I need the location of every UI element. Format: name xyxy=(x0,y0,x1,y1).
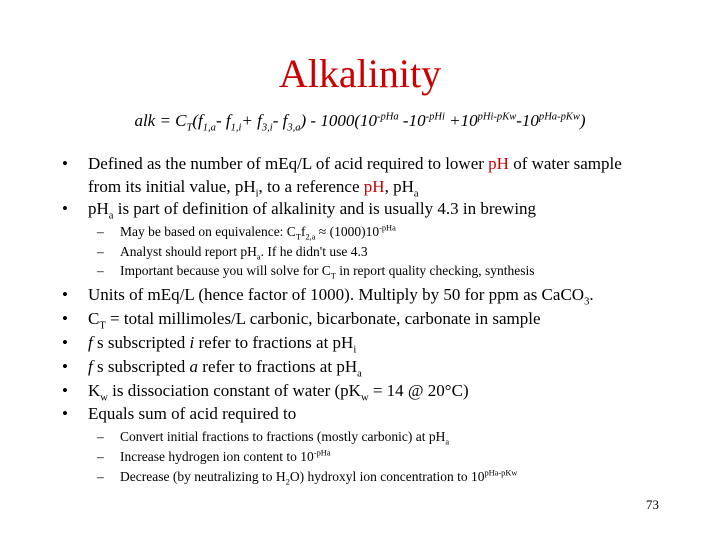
bullet-item xyxy=(62,152,662,198)
formula-part: alk = C xyxy=(134,111,187,130)
bullet-item xyxy=(62,197,662,220)
bullet-icon: • xyxy=(62,199,68,218)
slide-title: Alkalinity xyxy=(278,51,442,96)
formula-sub: T xyxy=(186,122,193,134)
sub-bullet-item xyxy=(97,447,697,466)
formula-sup: -pHa xyxy=(377,111,399,123)
bullet-text: f s subscripted i refer to fractions at $pH_i$ xyxy=(88,333,357,356)
sub-bullet-item xyxy=(97,467,697,486)
bullet-text: f s subscripted a refer to fractions at $pH_a$ xyxy=(88,357,362,380)
formula-part: ) xyxy=(579,111,586,130)
formula-sub: 3,a xyxy=(287,122,301,134)
bullet-item xyxy=(62,331,662,354)
bullet-icon: • xyxy=(62,404,68,423)
formula-sub: 1,a xyxy=(202,122,216,134)
sub-bullet-item xyxy=(97,242,697,261)
bullet-item xyxy=(62,402,662,425)
sub-bullet-item xyxy=(97,427,697,446)
bullet-icon: • xyxy=(62,381,68,400)
sub-bullet-text: Increase hydrogen ion content to $10^{-pHa}$ xyxy=(120,448,331,464)
bullet-item xyxy=(62,355,662,378)
sub-bullet-text: May be based on equivalence: $C_Tf_{2,a} \approx (1000)10^{-pHa}$ xyxy=(120,223,396,242)
page-number: 73 xyxy=(646,497,659,512)
formula-part: + f xyxy=(241,111,262,130)
bullet-icon: • xyxy=(62,309,68,328)
alkalinity-formula xyxy=(0,110,720,132)
dash-icon: – xyxy=(97,429,104,444)
formula-part: -10 xyxy=(398,111,426,130)
sub-bullet-text: Analyst should report $pH_a$. If he didn't use 4.3 xyxy=(120,244,368,262)
dash-icon: – xyxy=(97,244,104,259)
bullet-text: $pH_a$ is part of definition of alkalinity and is usually 4.3 in brewing xyxy=(88,199,537,222)
dash-icon: – xyxy=(97,469,104,484)
formula-sub: 3,i xyxy=(261,122,273,134)
dash-icon: – xyxy=(97,449,104,464)
bullet-item xyxy=(62,379,662,402)
bullet-icon: • xyxy=(62,333,68,352)
dash-icon: – xyxy=(97,224,104,239)
dash-icon: – xyxy=(97,263,104,278)
bullet-text: Units of mEq/L (hence factor of 1000). Multiply by 50 for ppm as CaCO$_3$. xyxy=(88,285,594,308)
formula-sup: -pHi xyxy=(425,111,445,123)
formula-sub: 1,i xyxy=(230,122,242,134)
bullet-text: Equals sum of acid required to xyxy=(88,404,297,423)
bullet-text: $K_w$ is dissociation constant of water ($pK_w = 14$ @ 20°C) xyxy=(88,381,469,404)
formula-sup: pHi-pKw xyxy=(477,111,517,123)
formula-part: - f xyxy=(215,111,231,130)
bullet-item xyxy=(62,283,662,306)
formula-part: -10 xyxy=(516,111,539,130)
formula-sup: pHa-pKw xyxy=(538,111,580,123)
sub-bullet-item xyxy=(97,261,697,280)
sub-bullet-item xyxy=(97,222,697,241)
bullet-text: $C_T$ = total millimoles/L carbonic, bicarbonate, carbonate in sample xyxy=(88,309,541,332)
sub-bullet-text: Important because you will solve for $C_T$ in report quality checking, synthesis xyxy=(120,263,535,281)
formula-part: +10 xyxy=(444,111,478,130)
bullet-icon: • xyxy=(62,285,68,304)
bullet-text: Defined as the number of mEq/L of acid required to lower pH of water sample from its initial value, $pH_i$, to a reference pH, $pH_a$ xyxy=(88,154,622,200)
formula-part: - f xyxy=(272,111,288,130)
sub-bullet-text: Convert initial fractions to fractions (mostly carbonic) at $pH_a$ xyxy=(120,429,450,447)
formula-part: ) - 1000(10 xyxy=(300,111,377,130)
bullet-icon: • xyxy=(62,154,68,173)
formula-part: (f xyxy=(192,111,203,130)
sub-bullet-text: Decrease (by neutralizing to $H_2O$) hydroxyl ion concentration to $10^{pHa-pKw}$ xyxy=(120,468,518,487)
bullet-item xyxy=(62,307,662,330)
bullet-icon: • xyxy=(62,357,68,376)
